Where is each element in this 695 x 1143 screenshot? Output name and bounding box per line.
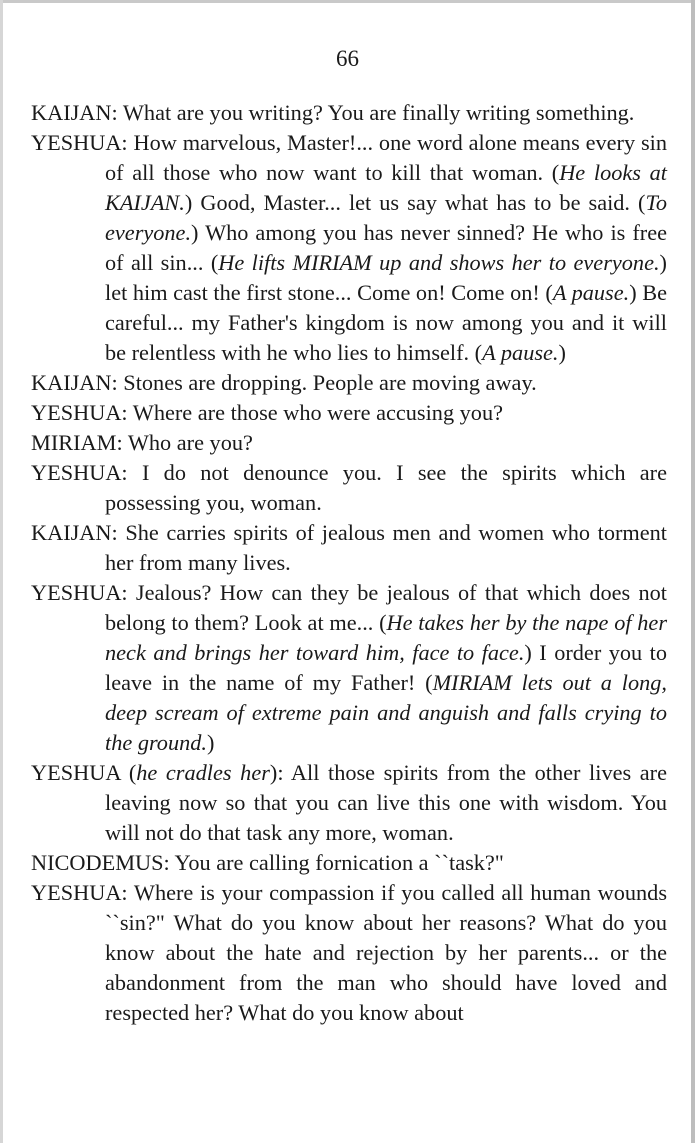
scan-edge-left: [0, 0, 3, 1143]
dialogue-entry: [31, 458, 667, 518]
dialogue-text: ): [206, 730, 215, 755]
speaker-name: KAIJAN:: [31, 100, 118, 125]
dialogue-entry: [31, 878, 667, 1028]
dialogue-text: Where is your compassion if you called all human wounds ``sin?" What do you know about her reasons? What do you know about the hate and rejection by her parents... or the abandonment from the man who should have loved and respected her? What do you know about: [105, 880, 668, 1025]
dialogue-text: Where are those who were accusing you?: [132, 400, 504, 425]
stage-direction: He lifts MIRIAM up and shows her to everyone.: [218, 250, 660, 275]
dialogue-text: Who are you?: [127, 430, 253, 455]
dialogue-text: She carries spirits of jealous men and women who torment her from many lives.: [105, 520, 667, 575]
dialogue-entry: [31, 128, 667, 368]
speaker-name: YESHUA:: [31, 580, 128, 605]
speaker-name: NICODEMUS:: [31, 850, 170, 875]
dialogue-entry: [31, 368, 667, 398]
stage-direction: He looks at KAIJAN.: [105, 160, 667, 215]
dialogue-text: You are calling fornication a ``task?": [174, 850, 504, 875]
dialogue-text: ): [558, 340, 566, 365]
stage-direction: he cradles her: [136, 760, 270, 785]
dialogue-entry: [31, 758, 667, 848]
dialogue-text: How marvelous, Master!... one word alone means every sin of all those who now want to kill that woman. (: [105, 130, 667, 185]
scan-edge-top: [0, 0, 695, 3]
stage-direction: MIRIAM lets out a long, deep scream of extreme pain and anguish and falls crying to the ground.: [105, 670, 667, 755]
dialogue-text: ) I order you to leave in the name of my Father! (: [105, 640, 667, 695]
dialogue-text: ): All those spirits from the other lives are leaving now so that you can live this one with wisdom. You will not do that task any more, woman.: [105, 760, 667, 845]
dialogue-text: I do not denounce you. I see the spirits which are possessing you, woman.: [105, 460, 668, 515]
stage-direction: A pause.: [552, 280, 630, 305]
stage-direction: He takes her by the nape of her neck and brings her toward him, face to face.: [105, 610, 668, 665]
dialogue-entry: [31, 398, 667, 428]
speaker-name: YESHUA:: [31, 460, 128, 485]
dialogue-text: ) let him cast the first stone... Come on! Come on! (: [105, 250, 667, 305]
dialogue-text: Stones are dropping. People are moving away.: [123, 370, 537, 395]
dialogue-text: Jealous? How can they be jealous of that which does not belong to them? Look at me... (: [105, 580, 667, 635]
dialogue-entry: [31, 98, 667, 128]
dialogue-text: ) Who among you has never sinned? He who is free of all sin... (: [105, 220, 667, 275]
dialogue-entry: [31, 428, 667, 458]
dialogue-entry: [31, 578, 667, 758]
scan-edge-right: [691, 0, 695, 1143]
page-number: 66: [336, 46, 359, 71]
speaker-name: YESHUA:: [31, 400, 128, 425]
dialogue-entry: [31, 518, 667, 578]
speaker-name: YESHUA:: [31, 130, 128, 155]
dialogue-text: ) Be careful... my Father's kingdom is now among you and it will be relentless with he who lies to himself. (: [105, 280, 667, 365]
speaker-name: YESHUA:: [31, 880, 128, 905]
speaker-name: KAIJAN:: [31, 520, 118, 545]
speaker-name: YESHUA (: [31, 760, 137, 785]
speaker-name: MIRIAM:: [31, 430, 123, 455]
speaker-name: KAIJAN:: [31, 370, 118, 395]
stage-direction: To everyone.: [105, 190, 667, 245]
dialogue-text: ) Good, Master... let us say what has to be said. (: [184, 190, 646, 215]
stage-direction: A pause.: [482, 340, 559, 365]
dialogue-entry: [31, 848, 667, 878]
play-script: [31, 98, 667, 1028]
dialogue-text: What are you writing? You are finally writing something.: [122, 100, 635, 125]
